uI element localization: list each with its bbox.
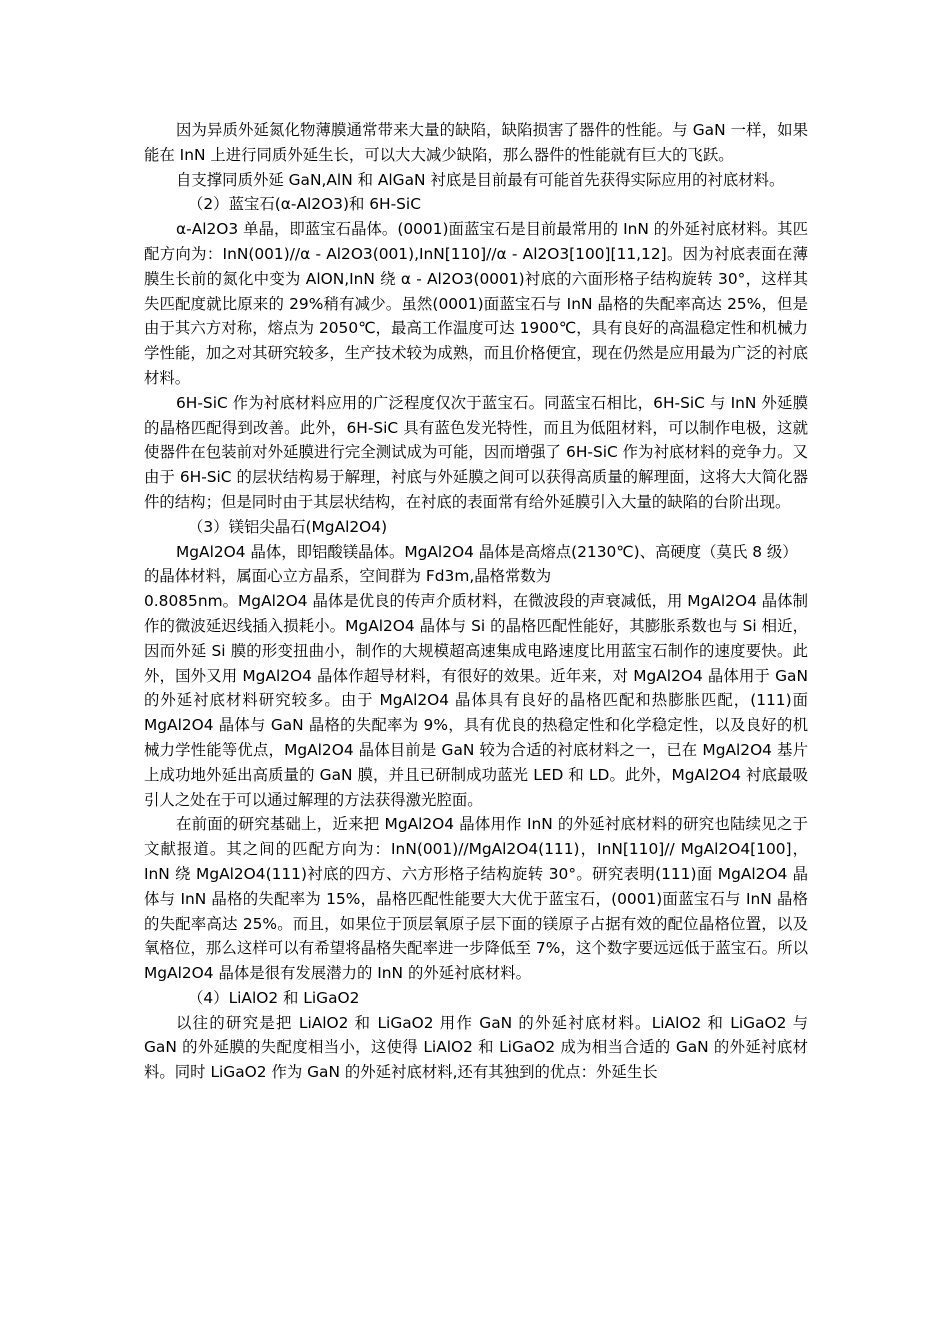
paragraph-mgal2o4-properties: 0.8085nm。MgAl2O4 晶体是优良的传声介质材料，在微波段的声衰减低，用 MgAl2O4 晶体制作的微波延迟线插入损耗小。MgAl2O4 晶体与 Si 的晶格匹配性能好，其膨胀系数也与 Si 相近，因而外延 Si 膜的形变扭曲小，制作的大规模超高速集成电路速度比用蓝宝石制作的速度要快。此外，国外又用 MgAl2O4 晶体作超导材料，有很好的效果。近年来，对 MgAl2O4 晶体用于 GaN 的外延衬底材料研究较多。由于 MgAl2O4 晶体具有良好的晶格匹配和热膨胀匹配，(111)面 MgAl2O4 晶体与 GaN 晶格的失配率为 9%，具有优良的热稳定性和化学稳定性，以及良好的机械力学性能等优点，MgAl2O4 晶体目前是 GaN 较为合适的衬底材料之一，已在 MgAl2O4 基片上成功地外延出高质量的 GaN 膜，并且已研制成功蓝光 LED 和 LD。此外，MgAl2O4 衬底最吸引人之处在于可以通过解理的方法获得激光腔面。 [144,592,808,809]
paragraph-6h-sic: 6H-SiC 作为衬底材料应用的广泛程度仅次于蓝宝石。同蓝宝石相比，6H-SiC 与 InN 外延膜的晶格匹配得到改善。此外，6H-SiC 具有蓝色发光特性，而且为低阻材料，可以制作电极，这就使器件在包装前对外延膜进行完全测试成为可能，因而增强了 6H-SiC 作为衬底材料的竞争力。又由于 6H-SiC 的层状结构易于解理，衬底与外延膜之间可以获得高质量的解理面，这将大大简化器件的结构；但是同时由于其层状结构，在衬底的表面常有给外延膜引入大量的缺陷的台阶出现。 [144,393,808,511]
paragraph-mgal2o4-intro: MgAl2O4 晶体，即铝酸镁晶体。MgAl2O4 晶体是高熔点(2130℃)、高硬度（莫氏 8 级）的晶体材料，属面心立方晶系，空间群为 Fd3m,晶格常数为 [144,542,798,586]
section-heading-lialo2-ligao2: （4）LiAlO2 和 LiGaO2 [188,988,360,1007]
paragraph-mgal2o4-inn: 在前面的研究基础上，近来把 MgAl2O4 晶体用作 InN 的外延衬底材料的研究也陆续见之于文献报道。其之间的匹配方向为：InN(001)//MgAl2O4(111)，InN[110]// MgAl2O4[100]，InN 绕 MgAl2O4(111)衬底的四方、六方形格子结构旋转 30°。研究表明(111)面 MgAl2O4 晶体与 InN 晶格的失配率为 15%，晶格匹配性能要大大优于蓝宝石，(0001)面蓝宝石与 InN 晶格的失配率高达 25%。而且，如果位于顶层氧原子层下面的镁原子占据有效的配位晶格位置，以及氧格位，那么这样可以有希望将晶格失配率进一步降低至 7%，这个数字要远远低于蓝宝石。所以 MgAl2O4 晶体是很有发展潜力的 InN 的外延衬底材料。 [144,815,808,983]
paragraph-sapphire: α-Al2O3 单晶，即蓝宝石晶体。(0001)面蓝宝石是目前最常用的 InN 的外延衬底材料。其匹配方向为：InN(001)//α - Al2O3(001),InN[110]//α - Al2O3[100][11,12]。因为衬底表面在薄膜生长前的氮化中变为 AlON,InN 绕 α - Al2O3(0001)衬底的六面形格子结构旋转 30°，这样其失匹配度就比原来的 29%稍有减少。虽然(0001)面蓝宝石与 InN 晶格的失配率高达 25%，但是由于其六方对称，熔点为 2050℃，最高工作温度可达 1900℃，具有良好的高温稳定性和机械力学性能，加之对其研究较多，生产技术较为成熟，而且价格便宜，现在仍然是应用最为广泛的衬底材料。 [144,220,808,387]
section-heading-sapphire-sic: （2）蓝宝石(α-Al2O3)和 6H-SiC [188,195,421,214]
section-heading-mgal2o4: （3）镁铝尖晶石(MgAl2O4) [188,517,388,536]
paragraph-freestanding-substrates: 自支撑同质外延 GaN,AlN 和 AlGaN 衬底是目前最有可能首先获得实际应用的衬底材料。 [176,170,785,189]
document-page [144,118,808,1085]
paragraph-lialo2-ligao2: 以往的研究是把 LiAlO2 和 LiGaO2 用作 GaN 的外延衬底材料。LiAlO2 和 LiGaO2 与 GaN 的外延膜的失配度相当小，这使得 LiAlO2 和 LiGaO2 成为相当合适的 GaN 的外延衬底材料。同时 LiGaO2 作为 GaN 的外延衬底材料,还有其独到的优点：外延生长 [144,1013,808,1082]
paragraph-homoepitaxy-intro: 因为异质外延氮化物薄膜通常带来大量的缺陷，缺陷损害了器件的性能。与 GaN 一样，如果能在 InN 上进行同质外延生长，可以大大减少缺陷，那么器件的性能就有巨大的飞跃。 [144,121,808,164]
